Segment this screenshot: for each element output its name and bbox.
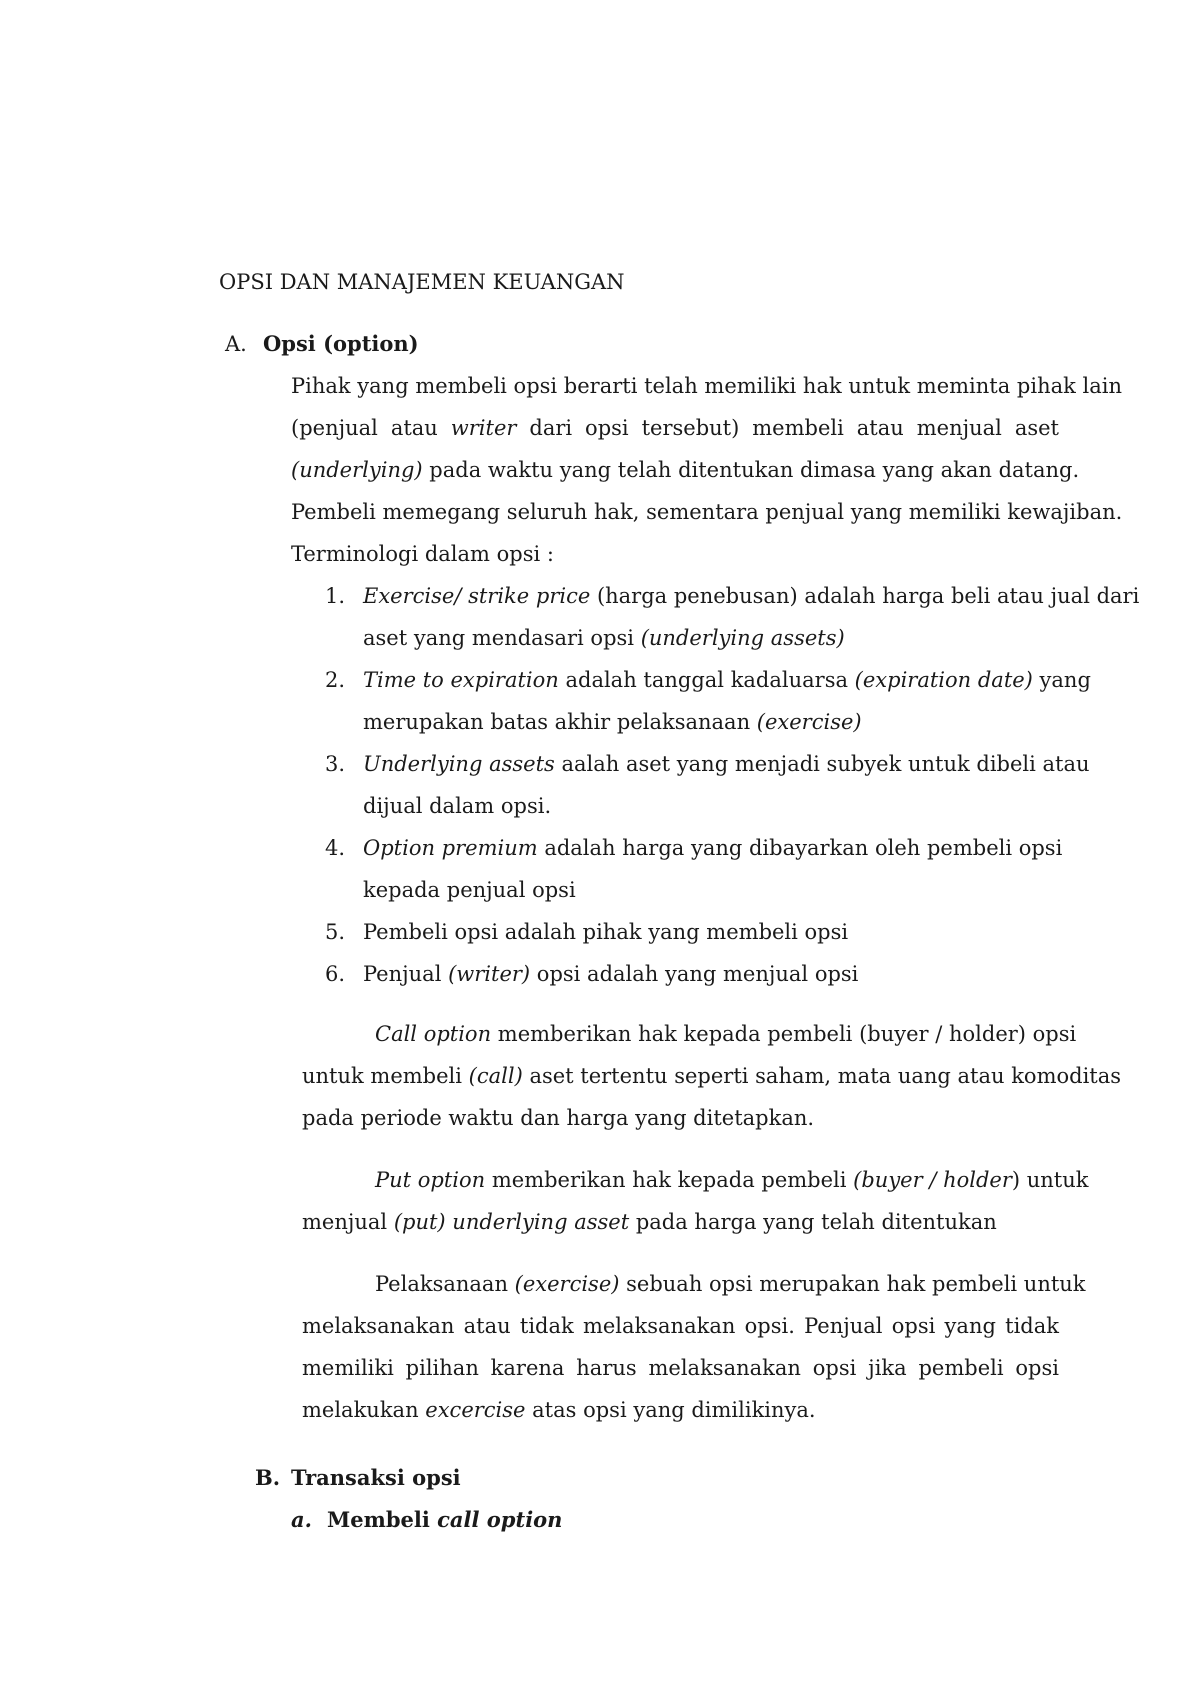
subsection-a-marker: a. <box>291 1507 312 1532</box>
exercise-para-line-2: melaksanakan atau tidak melaksanakan opsi. Penjual opsi yang tidak <box>302 1314 1059 1338</box>
call-para-line-3: pada periode waktu dan harga yang ditetapkan. <box>302 1106 815 1130</box>
list-number: 5. <box>325 920 346 944</box>
list-item-line-2: dijual dalam opsi. <box>363 794 552 818</box>
list-item-line-1: Underlying assets aalah aset yang menjadi subyek untuk dibeli atau <box>363 752 1090 776</box>
call-para-line-1: Call option memberikan hak kepada pembeli (buyer / holder) opsi <box>375 1022 1077 1046</box>
list-number: 6. <box>325 962 346 986</box>
intro-line-1: Pihak yang membeli opsi berarti telah memiliki hak untuk meminta pihak lain <box>291 374 1122 398</box>
section-a-marker: A. <box>225 332 247 356</box>
list-item-line-1: Penjual (writer) opsi adalah yang menjual opsi <box>363 962 859 986</box>
list-item-line-1: Option premium adalah harga yang dibayarkan oleh pembeli opsi <box>363 836 1063 860</box>
put-para-line-1: Put option memberikan hak kepada pembeli (buyer / holder) untuk <box>375 1168 1089 1192</box>
list-item-line-2: kepada penjual opsi <box>363 878 576 902</box>
list-number: 2. <box>325 668 346 692</box>
exercise-para-line-4: melakukan excercise atas opsi yang dimilikinya. <box>302 1398 816 1422</box>
intro-line-4: Pembeli memegang seluruh hak, sementara penjual yang memiliki kewajiban. <box>291 500 1123 524</box>
put-para-line-2: menjual (put) underlying asset pada harga yang telah ditentukan <box>302 1210 997 1234</box>
list-number: 4. <box>325 836 346 860</box>
section-b-title: Transaksi opsi <box>291 1465 461 1490</box>
exercise-para-line-3: memiliki pilihan karena harus melaksanakan opsi jika pembeli opsi <box>302 1356 1059 1380</box>
list-number: 1. <box>325 584 346 608</box>
list-item-line-1: Pembeli opsi adalah pihak yang membeli opsi <box>363 920 849 944</box>
call-para-line-2: untuk membeli (call) aset tertentu seperti saham, mata uang atau komoditas <box>302 1064 1122 1088</box>
intro-line-5: Terminologi dalam opsi : <box>291 542 554 566</box>
list-number: 3. <box>325 752 346 776</box>
list-item-line-2: aset yang mendasari opsi (underlying assets) <box>363 626 845 650</box>
list-item-line-2: merupakan batas akhir pelaksanaan (exercise) <box>363 710 862 734</box>
section-a-title: Opsi (option) <box>263 331 419 356</box>
list-item-line-1: Exercise/ strike price (harga penebusan) adalah harga beli atau jual dari <box>363 584 1140 608</box>
exercise-para-line-1: Pelaksanaan (exercise) sebuah opsi merupakan hak pembeli untuk <box>375 1272 1086 1296</box>
subsection-a-title: Membeli call option <box>327 1507 563 1532</box>
list-item-line-1: Time to expiration adalah tanggal kadaluarsa (expiration date) yang <box>363 668 1091 692</box>
section-b-marker: B. <box>255 1465 281 1490</box>
document-title: OPSI DAN MANAJEMEN KEUANGAN <box>219 270 625 294</box>
intro-line-3: (underlying) pada waktu yang telah ditentukan dimasa yang akan datang. <box>291 458 1080 482</box>
intro-line-2: (penjual atau writer dari opsi tersebut) membeli atau menjual aset <box>291 416 1059 440</box>
